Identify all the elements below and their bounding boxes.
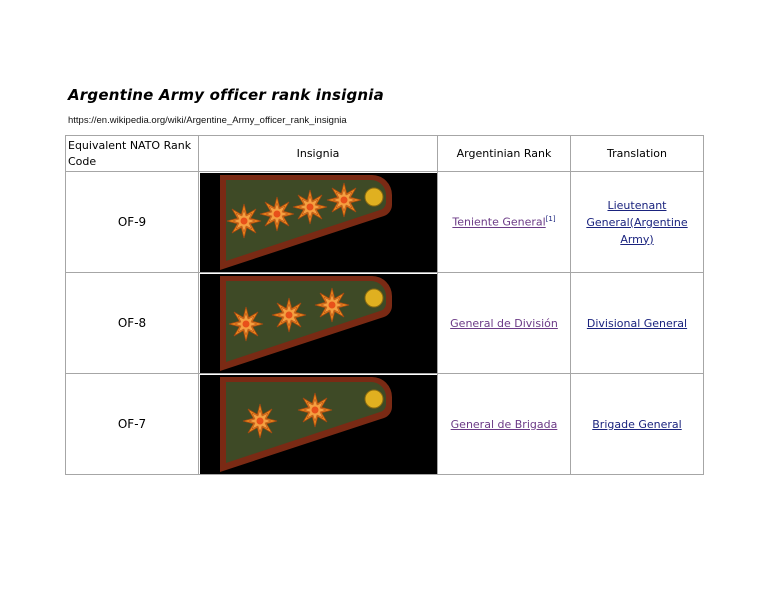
argentinian-rank-cell xyxy=(438,172,571,273)
table-row xyxy=(66,172,704,273)
sun-star-icon xyxy=(260,197,294,231)
translation-cell xyxy=(571,172,704,273)
sun-star-icon xyxy=(227,204,261,238)
header-argentinian-rank: Argentinian Rank xyxy=(438,136,571,172)
nato-code-cell: OF-9 xyxy=(66,172,199,273)
translation-cell xyxy=(571,374,704,475)
sun-star-icon xyxy=(272,298,306,332)
argentinian-rank-cell xyxy=(438,273,571,374)
source-url: https://en.wikipedia.org/wiki/Argentine_Army_officer_rank_insignia xyxy=(68,115,347,126)
translation-cell xyxy=(571,273,704,374)
sun-star-icon xyxy=(243,404,277,438)
rank-link-teniente-general[interactable]: Teniente General xyxy=(452,215,546,229)
insignia-cell xyxy=(199,374,438,475)
translation-link-brigade-general[interactable]: Brigade General xyxy=(592,417,682,431)
shoulder-board-insignia-icon xyxy=(200,274,437,373)
rank-link-general-de-division[interactable]: General de División xyxy=(450,316,558,330)
insignia-cell xyxy=(199,172,438,273)
table-header-row xyxy=(66,136,704,172)
sun-star-icon xyxy=(327,183,361,217)
document-title: Argentine Army officer rank insignia xyxy=(68,86,384,104)
sun-star-icon xyxy=(229,307,263,341)
shoulder-board-insignia-icon xyxy=(200,375,437,474)
translation-link-divisional-general[interactable]: Divisional General xyxy=(586,316,688,330)
rank-link-general-de-brigada[interactable]: General de Brigada xyxy=(450,417,558,431)
header-insignia: Insignia xyxy=(199,136,438,172)
translation-link-lieutenant-general[interactable]: Lieutenant General(Argentine Army) xyxy=(586,198,688,246)
table-row xyxy=(66,374,704,475)
sun-star-icon xyxy=(293,190,327,224)
header-nato-code: Equivalent NATO Rank Code xyxy=(66,136,199,172)
argentinian-rank-cell xyxy=(438,374,571,475)
nato-code-cell: OF-8 xyxy=(66,273,199,374)
sun-star-icon xyxy=(315,288,349,322)
insignia-cell xyxy=(199,273,438,374)
table-row xyxy=(66,273,704,374)
rank-table xyxy=(65,135,704,475)
nato-code-cell: OF-7 xyxy=(66,374,199,475)
reference-link[interactable]: [1] xyxy=(545,215,556,224)
shoulder-board-insignia-icon xyxy=(200,173,437,272)
header-translation: Translation xyxy=(571,136,704,172)
sun-star-icon xyxy=(298,393,332,427)
